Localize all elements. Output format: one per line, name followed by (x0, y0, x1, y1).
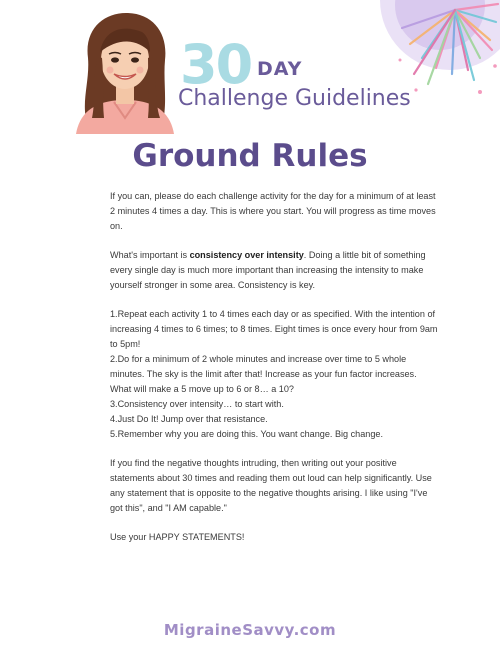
closing-line: Use your HAPPY STATEMENTS! (110, 532, 245, 542)
negative-thoughts-paragraph: If you find the negative thoughts intruding, then writing out your positive statements about 30 times and reading them out loud can help significantly. Use any statement that is opposite to the negative thoughts arising. I like using "I've got this", and "I AM capable." (110, 458, 432, 513)
title-number: 30 (180, 33, 252, 96)
page-heading: Ground Rules (132, 138, 368, 174)
title-subtitle: Challenge Guidelines (178, 86, 411, 111)
cartoon-woman-avatar (70, 8, 180, 134)
importance-text-before: What's important is (110, 250, 190, 260)
rule-item-4: 4.Just Do It! Jump over that resistance. (110, 414, 268, 424)
site-footer-url: MigraineSavvy.com (163, 621, 337, 639)
rule-item-3: 3.Consistency over intensity… to start with. (110, 399, 284, 409)
rules-list (110, 307, 440, 442)
rule-item-2: 2.Do for a minimum of 2 whole minutes and increase over time to 5 whole minutes. The sky is the limit after that! Increase as your fun factor increases. What will make a 5 move up to 6 or 8… a 10? (110, 354, 417, 394)
rule-item-1: 1.Repeat each activity 1 to 4 times each day or as specified. With the intention of increasing 4 times to 6 times; to 8 times. Eight times is once every hour from 9am to 5pm! (110, 309, 438, 349)
importance-emphasis: consistency over intensity (189, 250, 304, 260)
importance-paragraph (110, 248, 440, 293)
importance-text-after: . Doing a little bit of something every single day is much more important than increasing the intensity to make yourself stronger in some area. Consistency is key. (110, 250, 426, 290)
rule-item-5: 5.Remember why you are doing this. You want change. Big change. (110, 429, 383, 439)
intro-paragraph: If you can, please do each challenge activity for the day for a minimum of at least 2 minutes 4 times a day. This is where you start. You will progress as time moves on. (110, 191, 436, 231)
guidelines-body (110, 189, 440, 559)
title-day-label: DAY (257, 58, 303, 80)
